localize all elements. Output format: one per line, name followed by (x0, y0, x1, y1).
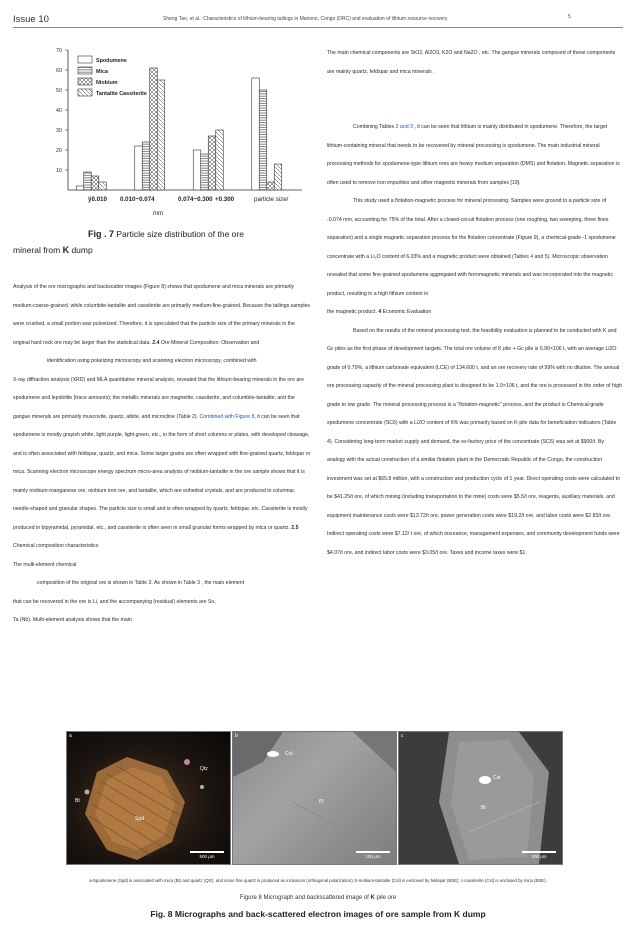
issue-label: Issue 10 (13, 14, 49, 25)
left-p2-text-a: X-ray diffraction analysis (XRD) and MLA quantitative mineral analysis, revealed that the lithium-bearing minerals in the ore are spodumene and lepidolite (trace amounts); the metallic minerals are magnetite, cassiterite, and columbite-tantalite; and the gangue minerals are primarily muscovite, quartz, albite, and microcline (Table 2). (13, 376, 304, 420)
label-col: Col (285, 751, 293, 757)
figure8-link[interactable]: Combined with Figure 8 (199, 413, 255, 420)
y-tick-label: 30 (55, 128, 62, 134)
left-p3-end: Ta (Nb). Multi-element analysis shows that the main (13, 617, 132, 623)
figure7-chart (40, 40, 318, 224)
y-tick-label: 50 (55, 88, 62, 94)
figure7-caption-line2 (13, 245, 93, 255)
bse-image-c (399, 732, 562, 864)
left-p2-text-b: , it can be seen that spodumene is mostly grayish white, light purple, light green, etc., in the form of short columns or plates, with developed cleavage, and is often associated with feldspar, quartz, and mica. Some larger grains are often wrapped with fine-grained quartz, feldspar or mica. Scanning electron microscope energy spectrum micro-area analysis of niobium-tantalite in the ore sample shows that it is mainly niobium-manganese ore, niobium iron ore, and tantalite, which are euhedral crystals, and are produced in columnar, needle-shaped and granular shapes. The particle size is small and is often wrapped by quartz, feldspar, etc. Cassiterite is mostly produced in bipyramidal, pyramidal, etc., and cassiterite is often seen in small granular forms wrapped by mica or quartz. (13, 413, 311, 531)
bar-plain (193, 150, 201, 190)
right-paragraph-3 (327, 192, 622, 303)
left-p1-text: Analysis of the ore micrographs and backscatter images (Figure 8) shows that spodumene and mica minerals are primarily medium-coarse-grained, while columbite-tantalite and cassiterite are primarily medium-fine-grained. Because the tailings samples were crushed, a small portion was pulverized. Therefore, it is speculated that the particle size of the primary minerals in the original hard rock ore may be larger than the statistical data. (13, 284, 310, 346)
figure8-description: a-Spodumene (Spd) is associated with mica (Bt) and quartz (Qtz), and some fine quartz is produced as inclusions (orthogonal polarization); b-niobium-tantalite (Col) is enclosed by feldspar (BSE); c-cassiterite (Cst) is enclosed by mica (BSE). (89, 878, 547, 883)
y-tick-label: 10 (55, 168, 62, 174)
bar-plain (76, 186, 84, 190)
scale-bar-b (356, 851, 390, 859)
y-tick-label: 20 (55, 148, 62, 154)
micrograph-panel-a (66, 731, 231, 865)
left-paragraph-1 (13, 278, 313, 352)
legend-label: Niobium (96, 80, 118, 86)
x-tick-label: particle size/ (254, 196, 289, 203)
left-paragraph-2-indent: identification using polarizing microscopy and scanning electron microscopy, combined with (47, 358, 257, 364)
bar-plain (135, 146, 143, 190)
left-paragraph-2 (13, 371, 313, 556)
section-2-4-number: 2.4 (152, 339, 160, 346)
x-tick-label: +0.300 (215, 196, 235, 203)
left-p3-mid: that can be recovered in the ore is Li, and the accompanying (residual) elements are Sn, (13, 598, 216, 605)
label-qtz: Qtz (200, 766, 208, 772)
tables-2-3-link[interactable]: 2 and 3 (395, 124, 413, 130)
panel-a-letter: a (69, 733, 72, 739)
bar-diag (99, 182, 107, 190)
table-4-link[interactable]: 4 (530, 253, 534, 260)
right-paragraph-3-end (327, 303, 622, 322)
section-4-title: Economic Evaluation (381, 309, 432, 315)
page-number: 5 (568, 14, 571, 20)
right-paragraph-1: The main chemical components are SiO2, Al2O3, K2O and Na2O , etc. The gangue minerals composed of these components are mainly quartz, feldspar and mica minerals . (327, 50, 616, 75)
figure7-caption-text: Particle size distribution of the ore (114, 229, 244, 239)
micrograph-panel-b (232, 731, 397, 865)
x-tick-label: ÿ0.010 (88, 196, 107, 203)
bar-hlines (84, 172, 92, 190)
x-tick-label: 0.010~0.074 (120, 196, 155, 203)
bse-image-b (233, 732, 396, 864)
bar-cross (150, 68, 158, 190)
label-pl: Pl (319, 799, 324, 805)
scale-bar-a (190, 851, 224, 859)
label-bt-a: Bt (75, 798, 80, 804)
left-p3-indent: composition of the original ore is shown in Table 3. As shown in Table 3 , the main element (37, 580, 245, 586)
bar-diag (274, 164, 282, 190)
scale-label-b: 100 μm (365, 854, 381, 859)
scale-bar-c (522, 851, 556, 859)
figure7-caption-line2-bold: K (62, 245, 70, 255)
section-2-5-title: Chemical composition characteristics (13, 543, 99, 549)
bar-cross (208, 136, 216, 190)
bar-plain (252, 78, 260, 190)
section-2-4-title: Ore Mineral Composition: Observation and (159, 339, 260, 346)
label-spd: Spd (135, 816, 144, 822)
bar-hlines (259, 90, 267, 190)
right-p2-text-a: Combining Tables (353, 124, 396, 130)
figure8-subtitle (13, 895, 623, 901)
legend-swatch (78, 89, 92, 96)
bar-cross (91, 176, 99, 190)
figure8-caption: Fig. 8 Micrographs and back-scattered electron images of ore sample from K dump (150, 909, 486, 919)
right-p4-text: Based on the results of the mineral processing test, the feasibility evaluation is planned to be conducted with K and Gc piles as the first phase of development targets. The total ore volume of K pile + Gc pile is 6.90×106 t, with an average Li2O grade of 0.79%, a lithium carbonate equivalent (LCE) of 134,600 t, and an ore recovery rate of 99% with no dilution. The annual ore processing capacity of the mineral processing plant is designed to be 1.0×106 t, and the ore is processed in the order of high grade to low grade. The mineral processing process is a "flotation-magnetic" process, and the product is Chemical-grade spodumene concentrate (SC6) with a Li2O content of 6% was primarily based on K-pile data for beneficiation indicators (Table 4). Considering long-term market supply and demand, the ex-factory price of the concentrate (SC6) was set at $900/t. By analogy with the actual construction of a similar flotation plant in the Democratic Republic of the Congo, the construction investment was set at $65.8 million, with a construction and production cycle of 1 year. Direct operating costs were calculated to be $41.25/t ore, of which mining (including transportation to the mine) costs were $5.5/t ore, reagents, auxiliary materials, and equipment maintenance costs were $13.72/t ore, power generation costs were $19.2/t ore, and labor costs were $2.83/t ore. Indirect operating costs were $7.12/ t ore, of which insurance, management expenses, and community development funds were $4.07/t ore, and indirect labor costs were $3.05/t ore. Taxes and income taxes were $1. (327, 327, 622, 556)
panel-c-letter: c (401, 733, 404, 739)
legend-label: Mica (96, 69, 108, 75)
legend-swatch (78, 56, 92, 63)
right-p2-text-b: , it can be seen that lithium is mainly distributed in spodumene. Therefore, the target lithium-containing mineral that needs to be recovered by mineral processing is spodumene. The main industrial mineral processing methods for spodumene-type lithium ores are heavy medium separation (DMS) and flotation. Magnetic separation is often used to remove iron impurities and other magnetic minerals from samples [19]. (327, 124, 620, 186)
legend-swatch (78, 78, 92, 85)
y-tick-label: 70 (55, 48, 62, 54)
panel-b-letter: b (235, 733, 238, 739)
figure7-caption-prefix: Fig . 7 (88, 229, 115, 239)
section-4-number: 4 (378, 309, 382, 315)
y-tick-label: 60 (55, 68, 62, 74)
right-p3-text-c: the magnetic product. (327, 309, 379, 315)
bar-hlines (142, 142, 150, 190)
bar-diag (157, 80, 165, 190)
bar-diag (216, 130, 224, 190)
right-p3-text-a: This study used a flotation-magnetic process for mineral processing. Samples were ground to a particle size of -0.074 mm, accounting for 75% of the total. After a closed-circuit flotation process (one roughing, two sweeping, three fines separation) and a single magnetic separation process for the flotation concentrate (Figure 9), a chemical-grade -1 spodumene concentrate with a Li₂O content of 6.03% and a magnetic product were obtained (Tables (327, 198, 616, 260)
label-cst: Cst (493, 775, 501, 781)
label-bt-c: Bt (481, 805, 486, 811)
left-column (13, 278, 313, 630)
bar-cross (267, 182, 275, 190)
legend-swatch (78, 67, 92, 74)
x-axis-unit: mm (153, 211, 163, 217)
right-column (327, 44, 622, 562)
header-rule (13, 27, 623, 28)
right-paragraph-2 (327, 118, 622, 192)
running-title: Sheng Tao, et al.: Characteristics of lithium-bearing tailings in Manono, Congo (DRC) and evaluation of lithium resource recovery (163, 16, 448, 22)
figure7-caption-line2-post: dump (69, 245, 93, 255)
figure8-subtitle-bold: K (370, 895, 375, 901)
figure7-caption (88, 229, 244, 239)
legend-label: Tantalite Cassiterite (96, 91, 147, 97)
figure8-subtitle-post: pile ore (374, 895, 397, 901)
micrograph-panel-c (398, 731, 563, 865)
scale-label-c: 200 μm (531, 854, 547, 859)
x-tick-label: 0.074~0.300 (178, 196, 213, 203)
right-p3-text-b: and 5). Microscopic observation revealed that some fine-grained spodumene aggregated with ferromagnetic minerals and was incorporated into the magnetic product, resulting in a high lithium content in (327, 253, 614, 297)
bar-hlines (201, 154, 209, 190)
figure7-caption-line2-pre: mineral from (13, 245, 63, 255)
legend-label: Spodumene (96, 58, 127, 64)
scale-label-a: 500 μm (199, 854, 215, 859)
y-tick-label: 40 (55, 108, 62, 114)
right-paragraph-4 (327, 322, 622, 563)
left-p3-head: The multi-element chemical (13, 561, 77, 568)
section-2-5-number: 2.5 (291, 524, 299, 531)
figure8-subtitle-pre: Figure 8 Micrograph and backscattered image of (239, 895, 371, 901)
spodumene-grain-image (67, 732, 230, 864)
